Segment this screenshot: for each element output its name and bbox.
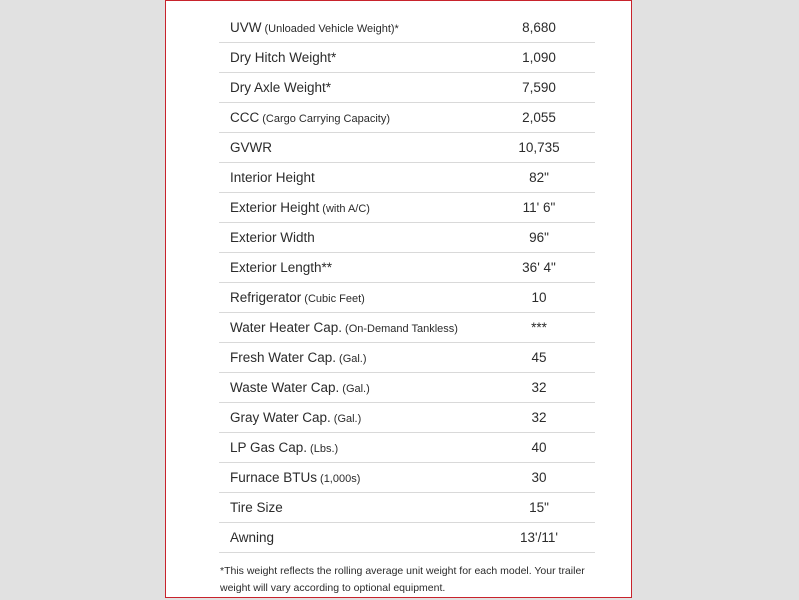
spec-label <box>219 440 483 455</box>
spec-value: 96" <box>529 230 549 245</box>
spec-value: 40 <box>531 440 547 455</box>
spec-label <box>219 380 483 395</box>
spec-label-text: Gray Water Cap. <box>230 410 331 425</box>
spec-label <box>219 110 483 125</box>
spec-label-note: (On-Demand Tankless) <box>345 323 458 335</box>
spec-label <box>219 260 483 275</box>
spec-label <box>219 20 483 35</box>
spec-label-text: Interior Height <box>230 170 315 185</box>
spec-label-text: CCC <box>230 110 260 125</box>
spec-value: 45 <box>531 350 547 365</box>
spec-row <box>219 43 595 73</box>
spec-value: 32 <box>531 380 547 395</box>
spec-label-note: (Cargo Carrying Capacity) <box>262 113 391 125</box>
spec-row <box>219 13 595 43</box>
spec-label-text: Fresh Water Cap. <box>230 350 337 365</box>
spec-value: 82" <box>529 170 549 185</box>
spec-value: 10 <box>531 290 547 305</box>
spec-value: 7,590 <box>522 80 556 95</box>
spec-value: 8,680 <box>522 20 556 35</box>
spec-row <box>219 463 595 493</box>
spec-value: 30 <box>531 470 547 485</box>
spec-row <box>219 343 595 373</box>
spec-label-note: (Gal.) <box>342 383 370 395</box>
spec-row <box>219 193 595 223</box>
spec-label <box>219 500 483 515</box>
spec-label-text: Exterior Length** <box>230 260 333 275</box>
spec-row <box>219 313 595 343</box>
spec-value: 1,090 <box>522 50 556 65</box>
spec-label <box>219 230 483 245</box>
spec-label-note: (with A/C) <box>322 203 370 215</box>
spec-label-note: (Gal.) <box>333 413 362 425</box>
spec-value: *** <box>531 320 547 335</box>
spec-label <box>219 320 483 335</box>
spec-label-note: (1,000s) <box>320 473 361 485</box>
spec-value: 32 <box>531 410 547 425</box>
spec-value: 15" <box>529 500 549 515</box>
weight-footnote: *This weight reflects the rolling average unit weight for each model. Your trailer weight will vary according to optional equipment. <box>220 565 585 594</box>
spec-label <box>219 170 483 185</box>
spec-row <box>219 433 595 463</box>
spec-row <box>219 493 595 523</box>
specifications-panel <box>165 0 632 598</box>
spec-label-text: LP Gas Cap. <box>230 440 308 455</box>
spec-value: 13'/11' <box>520 530 558 545</box>
spec-row <box>219 103 595 133</box>
spec-value: 36' 4" <box>522 260 556 275</box>
spec-label-text: Furnace BTUs <box>230 470 318 485</box>
spec-label <box>219 200 483 215</box>
spec-label-note: (Cubic Feet) <box>304 293 365 305</box>
spec-row <box>219 223 595 253</box>
spec-label-text: UVW <box>230 20 262 35</box>
spec-row <box>219 283 595 313</box>
spec-value: 2,055 <box>522 110 556 125</box>
spec-value: 11' 6" <box>522 200 556 215</box>
spec-label-text: Refrigerator <box>230 290 302 305</box>
spec-label-text: Exterior Height <box>230 200 320 215</box>
spec-label-text: Exterior Width <box>230 230 315 245</box>
spec-label <box>219 80 483 95</box>
spec-label <box>219 530 483 545</box>
spec-label-note: (Unloaded Vehicle Weight)* <box>264 23 399 35</box>
spec-row <box>219 253 595 283</box>
specifications-table <box>219 13 595 553</box>
spec-label-text: Tire Size <box>230 500 283 515</box>
spec-row <box>219 163 595 193</box>
spec-row <box>219 373 595 403</box>
spec-label <box>219 410 483 425</box>
spec-label-note: (Lbs.) <box>310 443 339 455</box>
spec-row <box>219 133 595 163</box>
spec-label <box>219 470 483 485</box>
spec-label-text: Waste Water Cap. <box>230 380 340 395</box>
spec-row <box>219 73 595 103</box>
spec-value: 10,735 <box>518 140 560 155</box>
spec-label-text: Water Heater Cap. <box>230 320 343 335</box>
spec-row <box>219 523 595 553</box>
spec-label-text: Dry Axle Weight* <box>230 80 332 95</box>
spec-row <box>219 403 595 433</box>
spec-label <box>219 50 483 65</box>
spec-label-note: (Gal.) <box>339 353 367 365</box>
spec-label-text: Dry Hitch Weight* <box>230 50 337 65</box>
spec-label-text: Awning <box>230 530 275 545</box>
spec-label <box>219 290 483 305</box>
spec-label-text: GVWR <box>230 140 272 155</box>
spec-label <box>219 140 483 155</box>
spec-label <box>219 350 483 365</box>
